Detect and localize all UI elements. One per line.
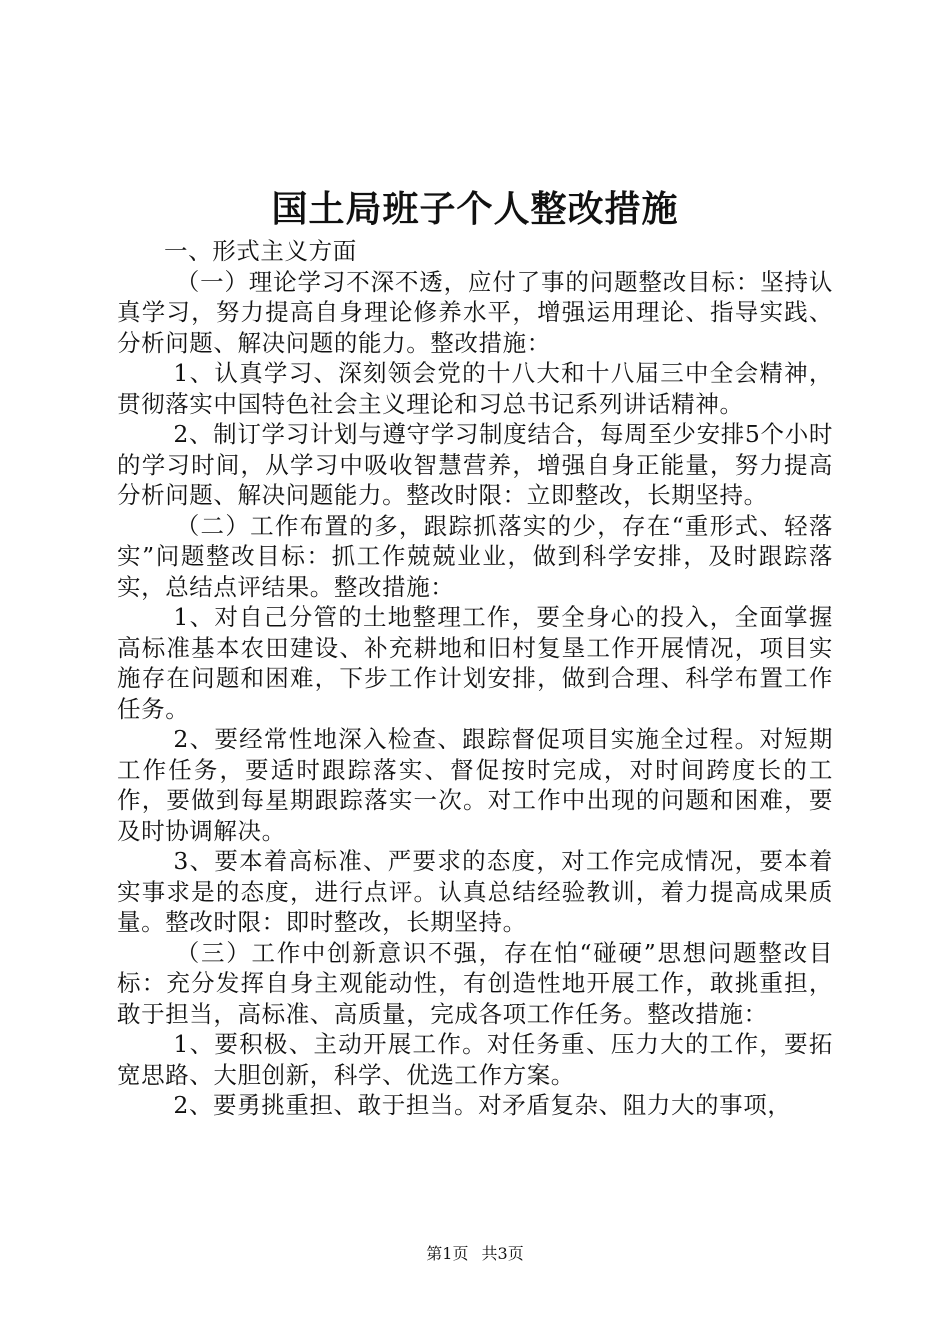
measure-paragraph: 1、要积极、主动开展工作。对任务重、压力大的工作，要拓宽思路、大胆创新，科学、优选工作方案。 [117, 1030, 833, 1089]
measure-paragraph: 2、要勇挑重担、敢于担当。对矛盾复杂、阻力大的事项， [173, 1091, 792, 1119]
measure-paragraph: 2、制订学习计划与遵守学习制度结合，每周至少安排5个小时的学习时间，从学习中吸收智慧营养，增强自身正能量，努力提高分析问题、解决问题能力。整改时限：立即整改，长期坚持。 [117, 420, 833, 509]
section-heading: 一、形式主义方面 [164, 237, 357, 265]
measure-paragraph: 2、要经常性地深入检查、跟踪督促项目实施全过程。对短期工作任务，要适时跟踪落实、督促按时完成，对时间跨度长的工作，要做到每星期跟踪落实一次。对工作中出现的问题和困难，要及时协调解决。 [117, 725, 833, 845]
subsection-paragraph: （二）工作布置的多，跟踪抓落实的少，存在“重形式、轻落实”问题整改目标：抓工作兢兢业业，做到科学安排，及时跟踪落实，总结点评结果。整改措施： [117, 511, 833, 601]
document-title: 国土局班子个人整改措施 [271, 188, 679, 230]
page-total: 共3页 [481, 1244, 524, 1263]
subsection-paragraph: （一）理论学习不深不透，应付了事的问题整改目标：坚持认真学习，努力提高自身理论修养水平，增强运用理论、指导实践、分析问题、解决问题的能力。整改措施： [117, 267, 833, 357]
document-body [117, 236, 833, 1121]
measure-paragraph: 3、要本着高标准、严要求的态度，对工作完成情况，要本着实事求是的态度，进行点评。认真总结经验教训，着力提高成果质量。整改时限：即时整改，长期坚持。 [117, 847, 833, 936]
subsection-paragraph: （三）工作中创新意识不强，存在怕“碰硬”思想问题整改目标：充分发挥自身主观能动性，有创造性地开展工作，敢挑重担，敢于担当，高标准、高质量，完成各项工作任务。整改措施： [117, 938, 833, 1028]
measure-paragraph: 1、认真学习、深刻领会党的十八大和十八届三中全会精神，贯彻落实中国特色社会主义理论和习总书记系列讲话精神。 [117, 359, 833, 418]
page-number: 第1页 [426, 1244, 469, 1263]
measure-paragraph: 1、对自己分管的土地整理工作，要全身心的投入，全面掌握高标准基本农田建设、补充耕地和旧村复垦工作开展情况，项目实施存在问题和困难，下步工作计划安排，做到合理、科学布置工作任务。 [117, 603, 833, 723]
page-footer [0, 1244, 950, 1264]
